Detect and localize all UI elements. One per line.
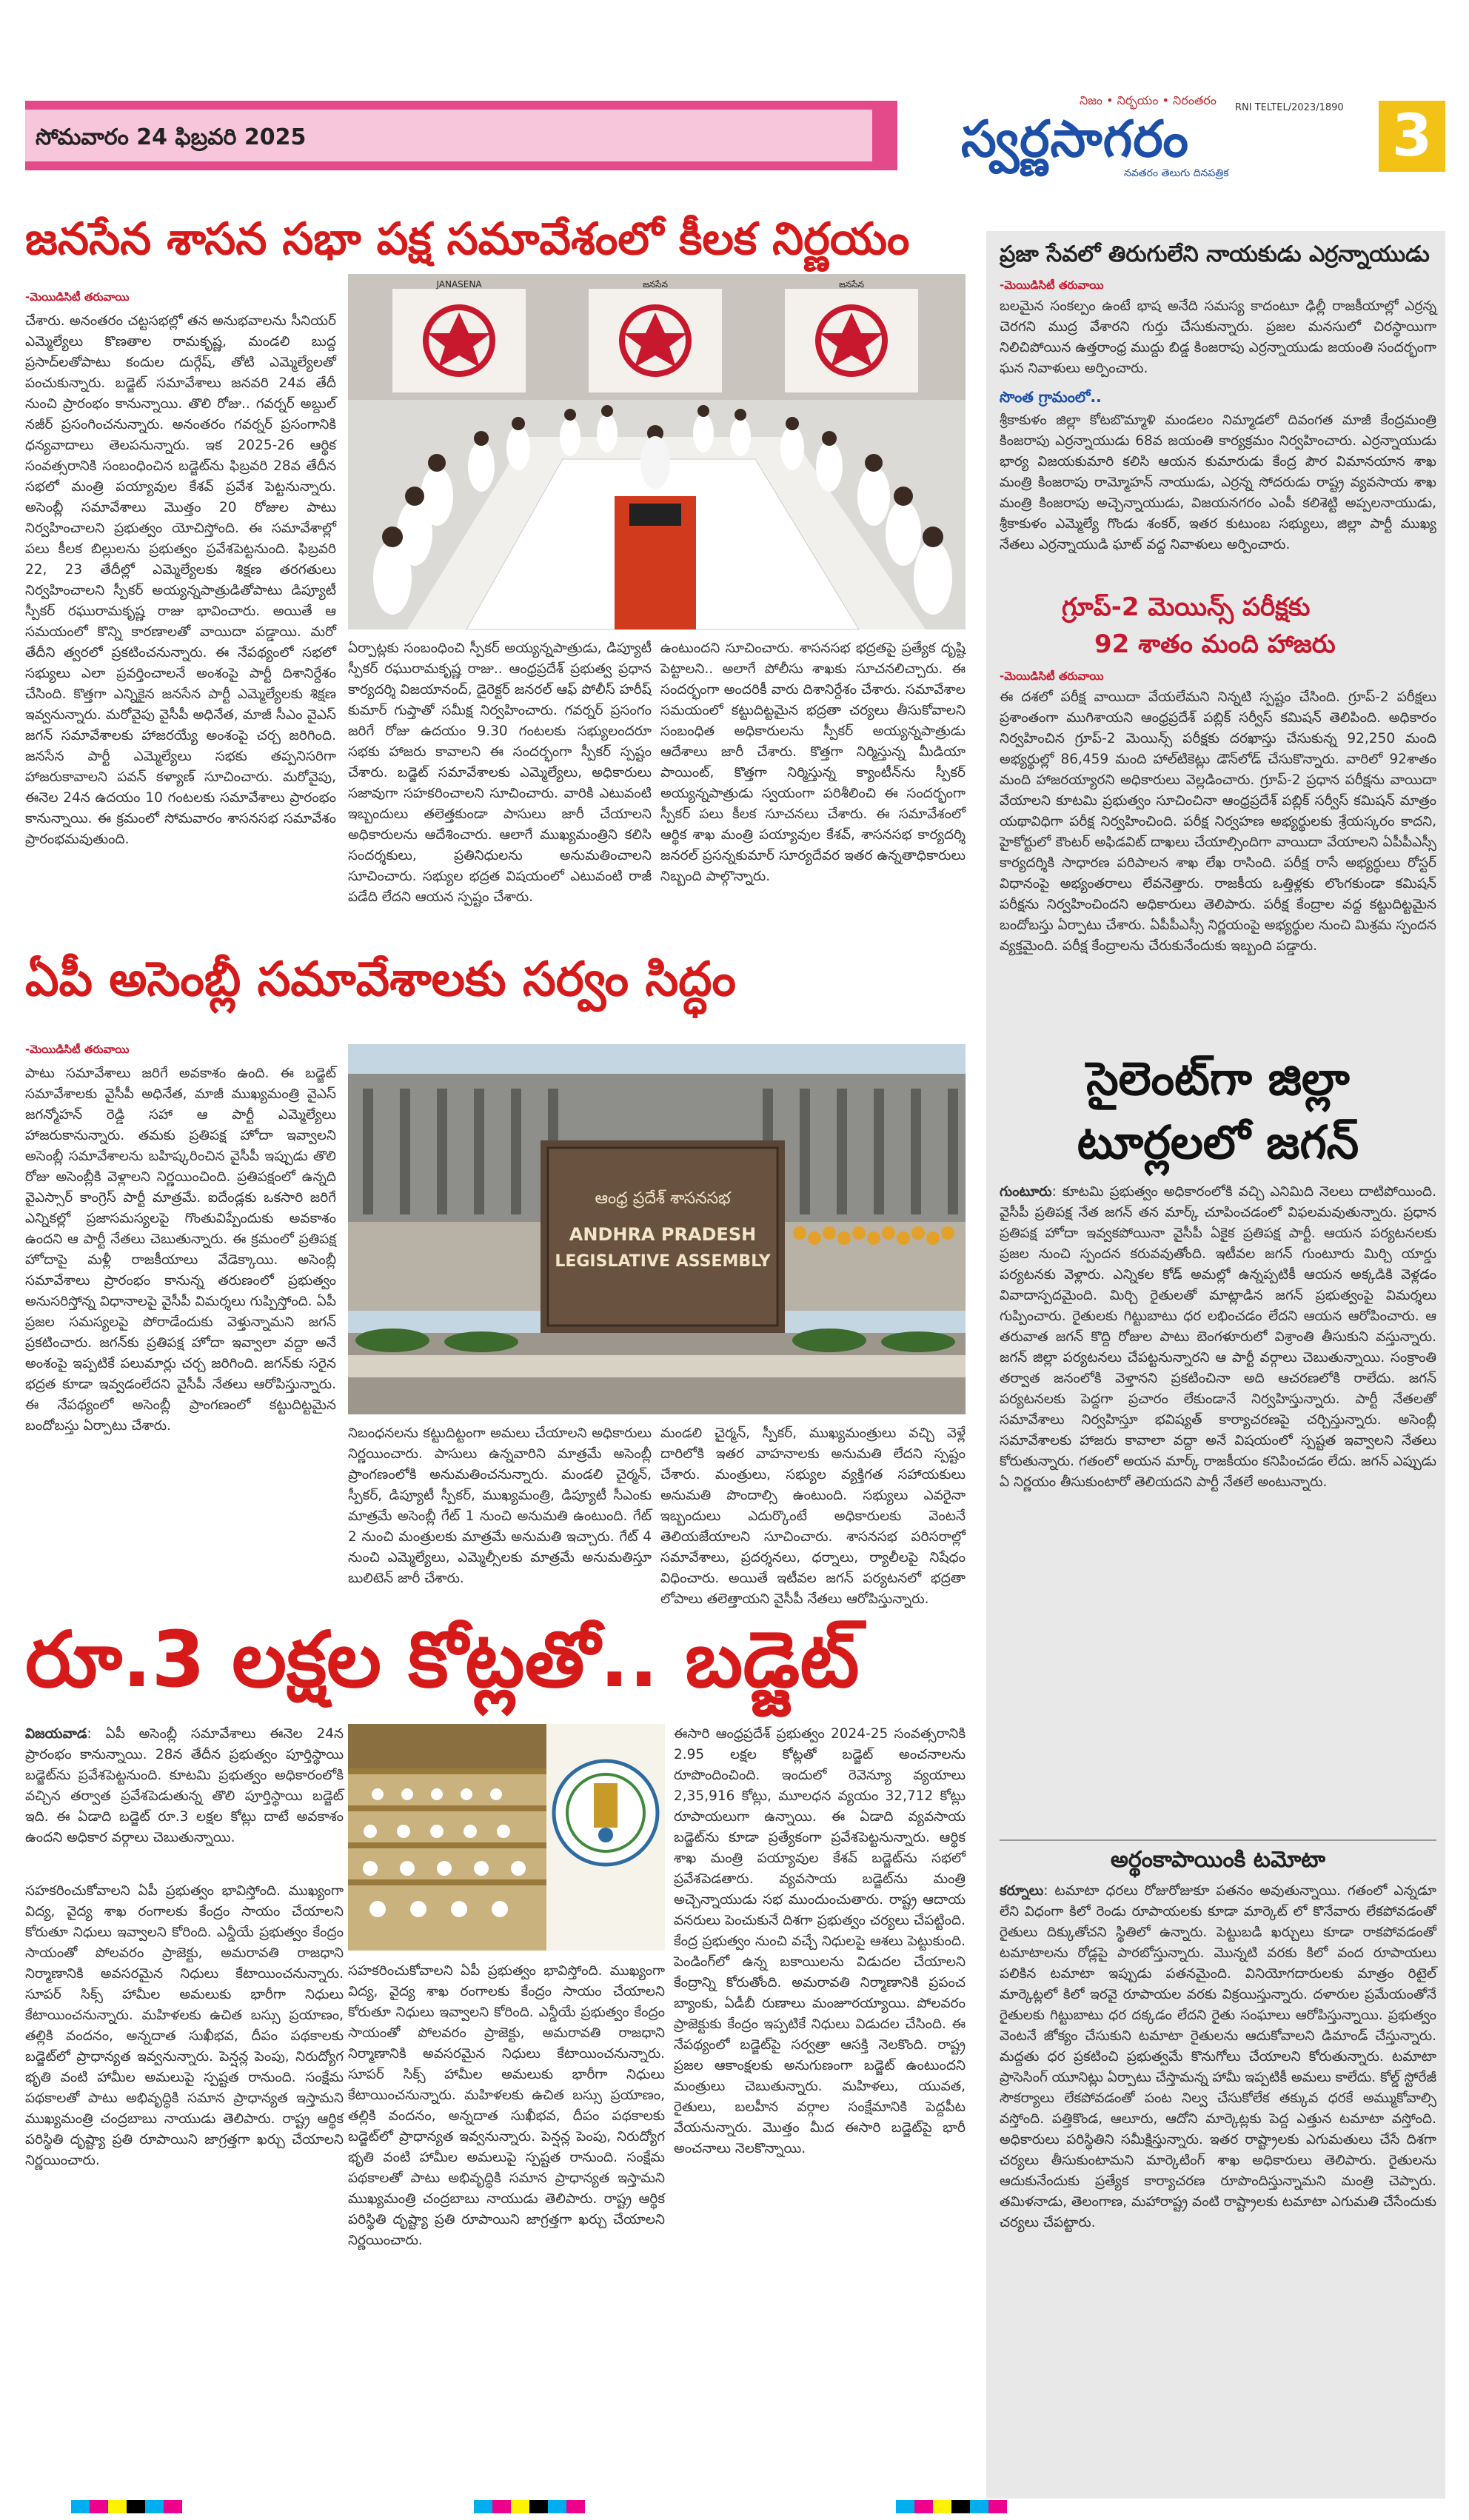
article1-column-2 (348, 638, 652, 905)
banner-label-2: జనసేన (642, 279, 669, 290)
article1-headline: జనసేన శాసన సభా పక్ష సమావేశంలో కీలక నిర్ణయం (25, 213, 910, 265)
banner-label-3: జనసేన (838, 279, 865, 290)
article3-column-1b (348, 1961, 665, 2499)
sidebar-story1-body2 (1000, 410, 1436, 585)
sidebar-story2-title: గ్రూప్-2 మెయిన్స్ పరీక్షకు (1062, 592, 1311, 622)
article1-col3-text: ఉంటుందని సూచించారు. శాసనసభ భద్రతపై ప్రత్యేక దృష్టి పెట్టాలని.. అలాగే పోలీసు శాఖకు సూచనలిచ్చారు. ఈ సందర్భంగా అందరికీ వారు దిశానిర్దేశం చేశారు. సమావేశాల సమయంలో కట్టుదిట్టమైన భద్రతా చర్యలు తీసుకోవాలని సంబంధిత అధికారులను స్పీకర్ అయ్యన్నపాత్రుడు ఆదేశాలు జారీ చేశారు. కొత్తగా నిర్మిస్తున్న మీడియా పాయింట్, కొత్తగా నిర్మిస్తున్న క్యాంటీన్‌ను స్పీకర్ అయ్యన్నపాత్రుడు స్వయంగా పరిశీలించి ఈ సందర్భంగా స్పీకర్ పలు కీలక సూచనలు చేశారు. ఈ సమావేశంలో ఆర్థిక శాఖ మంత్రి పయ్యావుల కేశవ్, శాసనసభ కార్యదర్శి జనరల్ ప్రసన్నకుమార్ సూర్యదేవర ఇతర ఉన్నతాధికారులు నిబ్బంది పాల్గొన్నారు. (660, 641, 966, 884)
color-registration-marks-center (474, 2500, 585, 2513)
article3-col2-text: ఈసారి ఆంధ్రప్రదేశ్ ప్రభుత్వం 2024-25 సంవత్సరానికి 2.95 లక్షల కోట్లతో బడ్జెట్ అంచనాలను రూపొందించింది. ఇందులో రెవెన్యూ వ్యయాలు 2,35,916 కోట్లు, మూలధన వ్యయం 32,712 కోట్లు రూపాయలుగా ఉన్నాయి. ఈ ఏడాది వ్యవసాయ బడ్జెట్‌ను కూడా ప్రత్యేకంగా ప్రవేశపెట్టనున్నారు. ఆర్థిక శాఖ మంత్రి పయ్యావుల కేశవ్ బడ్జెట్‌ను సభలో ప్రవేశపెడతారు. వ్యవసాయ బడ్జెట్‌ను మంత్రి అచ్చెన్నాయుడు సభ ముందుంచుతారు. రాష్ట్ర ఆదాయ వనరులు పెంచుకునే దిశగా ప్రభుత్వం చర్యలు చేపట్టింది. కేంద్ర ప్రభుత్వం నుంచి వచ్చే నిధులపై ఆశలు పెట్టుకుంది. పెండింగ్‌లో ఉన్న బకాయిలను విడుదల చేయాలని కేంద్రాన్ని కోరుతోంది. అమరావతి నిర్మాణానికి ప్రపంచ బ్యాంకు, ఏడీబీ రుణాలు మంజూరయ్యాయి. పోలవరం ప్రాజెక్టుకు కేంద్రం ఇప్పటికే నిధులు విడుదల చేసింది. ఈ నేపథ్యంలో బడ్జెట్‌పై సర్వత్రా ఆసక్తి నెలకొంది. రాష్ట్ర ప్రజల ఆకాంక్షలకు అనుగుణంగా బడ్జెట్ ఉంటుందని మంత్రులు చెబుతున్నారు. మహిళలు, యువత, రైతులు, బలహీన వర్గాల సంక్షేమానికి పెద్దపీట వేయనున్నారు. మొత్తం మీద ఈసారి బడ్జెట్‌పై భారీ అంచనాలు నెలకొన్నాయి. (674, 1726, 966, 2156)
article3-intro (25, 1724, 344, 1872)
assembly-sign-english-2: LEGISLATIVE ASSEMBLY (555, 1252, 771, 1271)
sidebar-divider (1000, 1839, 1436, 1841)
article1-column-3 (660, 638, 966, 898)
page-number: 3 (1379, 101, 1445, 172)
sidebar-story3-dateline: గుంటూరు (1000, 1184, 1052, 1200)
article2-column-2 (348, 1423, 652, 1586)
article1-column-1 (25, 311, 336, 896)
assembly-sign-english-1: ANDHRA PRADESH (569, 1224, 757, 1245)
cmyk-marks-right (896, 2500, 1007, 2513)
sidebar-story2-title2: 92 శాతం మంది హాజరు (1094, 629, 1336, 659)
article1-col1-text: చేశారు. అనంతరం చట్టసభల్లో తన అనుభవాలను సీనియర్ ఎమ్మెల్యేలు కొణతాల రామకృష్ణ, మండలి బుద్ద ప్రసాద్‌లతోపాటు కందుల దుర్గేష్, తోటి ఎమ్మెల్యేలతో పంచుకున్నారు. బడ్జెట్ సమావేశాలు జనవరి 24వ తేదీ నుంచి ప్రారంభం కానున్నాయి. తొలి రోజు.. గవర్నర్ అబ్దుల్ నజీర్ ప్రసంగించనున్నారు. అనంతరం గవర్నర్ ప్రసంగానికి ధన్యవాదాలు తెలపనున్నారు. ఇక 2025-26 ఆర్థిక సంవత్సరానికి సంబంధించిన బడ్జెట్‌ను ఫిబ్రవరి 28వ తేదీన సభలో మంత్రి పయ్యావుల కేశవ్ ప్రవేశ పెట్టనున్నారు. అసెంబ్లీ సమావేశాలు మొత్తం 20 రోజుల పాటు నిర్వహించాలని ప్రభుత్వం యోచిస్తోంది. ఈ సమావేశాల్లో పలు కీలక బిల్లులను ప్రభుత్వం ప్రవేశపెట్టనుంది. ఫిబ్రవరి 22, 23 తేదీల్లో ఎమ్మెల్యేలకు శిక్షణ తరగతులు నిర్వహించాలని స్పీకర్ అయ్యన్నపాత్రుడితోపాటు డిప్యూటీ స్పీకర్ రఘురామకృష్ణ రాజు భావించారు. అయితే ఆ సమయంలో కొన్ని కారణాలతో వాయిదా పడ్డాయి. మరో తేదీని త్వరలో ప్రకటించనున్నారు. ఈ నేపథ్యంలో సభలో సభ్యులు ఎలా ప్రవర్తించాలనే అంశంపై పార్టీ దిశానిర్దేశం చేసింది. కొత్తగా ఎన్నికైన జనసేన పార్టీ ఎమ్మెల్యేలకు శిక్షణ ఇవ్వనున్నారు. మరోవైపు వైసీపీ అధినేత, మాజీ సీఎం వైఎస్ జగన్ సమావేశాలకు హాజరయ్యే అంశంపై చర్చ జరిగింది. జనసేన పార్టీ ఎమ్మెల్యేలు సభకు తప్పనిసరిగా హాజరుకావాలని పవన్ కళ్యాణ్ సూచించారు. మరోవైపు, ఈనెల 24న ఉదయం 10 గంటలకు సమావేశాలు ప్రారంభం కానున్నాయి. ఈ క్రమంలో సోమవారం శాసనసభ సమావేశం ప్రారంభమవుతుంది. (25, 313, 336, 847)
logo-wordmark: స్వర్ణసాగరం (961, 110, 1190, 169)
logo-registration: RNI TELTEL/2023/1890 (1235, 102, 1344, 113)
article1-byline: -మెయిడిసిటీ తరువాయి (25, 290, 130, 304)
sidebar-story4-body (1000, 1881, 1436, 2493)
article3-dateline: విజయవాడ (25, 1726, 87, 1742)
article1-col2-text: ఏర్పాట్లకు సంబంధించి స్పీకర్ అయ్యన్నపాత్రుడు, డిప్యూటీ స్పీకర్ రఘురామకృష్ణ రాజు.. ఆంధ్రప్రదేశ్ ప్రభుత్వ ప్రధాన కార్యదర్శి విజయానంద్, డైరెక్టర్ జనరల్ ఆఫ్ పోలీస్ హరీష్ కుమార్ గుప్తాతో సమీక్ష నిర్వహించారు. గవర్నర్ ప్రసంగం జరిగే రోజు ఉదయం 9.30 గంటలకు సభ్యులందరూ సభకు హాజరు కావాలని ఈ సందర్భంగా స్పీకర్ స్పష్టం చేశారు. బడ్జెట్ సమావేశాలకు ఎమ్మెల్యేలు, అధికారులు సజావుగా సహకరించాలని సూచించారు. వారికి ఎటువంటి ఇబ్బందులు తలెత్తకుండా పాసులు జారీ చేయాలని అధికారులను ఆదేశించారు. ఆలాగే ముఖ్యమంత్రిని కలిసి సందర్శకులు, ప్రతినిధులను అనుమతించాలని సూచించారు. సభ్యుల భద్రత విషయంలో ఎటువంటి రాజీ పడేది లేదని ఆయన స్పష్టం చేశారు. (348, 641, 652, 905)
article1-photo-meeting (348, 274, 966, 629)
color-registration-marks-right (896, 2500, 1007, 2513)
chamber-photo-illustration (348, 1724, 665, 1951)
article3-column-1 (25, 1881, 344, 2499)
article2-byline: -మెయిడిసిటీ తరువాయి (25, 1043, 130, 1056)
article2-col3-text: మండలి చైర్మన్, స్పీకర్, ముఖ్యమంత్రులు వచ్చి వెళ్లే దారిలోకి ఇతర వాహనాలకు అనుమతి లేదని స్పష్టం చేశారు. మంత్రులు, సభ్యుల వ్యక్తిగత సహాయకులు అనుమతి పొందాల్సి ఉంటుంది. సభ్యులు ఎవరైనా ఇబ్బందులు ఎదుర్కొంటే అధికారులకు వెంటనే తెలియజేయాలని సూచించారు. శాసనసభ పరిసరాల్లో సమావేశాలు, ప్రదర్శనలు, ధర్నాలు, ర్యాలీలపై నిషేధం విధించారు. అయితే ఇటీవల జగన్ పర్యటనలో భద్రతా లోపాలు తలెత్తాయని వైసీపీ నేతలు ఆరోపిస్తున్నారు. (660, 1426, 966, 1607)
sidebar-story1-text2: శ్రీకాకుళం జిల్లా కోటబొమ్మాళి మండలం నిమ్మాడలో దివంగత మాజీ కేంద్రమంత్రి కింజరాపు ఎర్రన్నాయుడు 68వ జయంతి కార్యక్రమం నిర్వహించారు. ఎర్రన్నాయుడు భార్య విజయకుమారి కలిసి ఆయన కుమారుడు కేంద్ర పౌర విమానయాన శాఖ మంత్రి కింజరాపు రామ్మోహన్ నాయుడు, ఎర్రన్న సోదరుడు రాష్ట్ర వ్యవసాయ శాఖ మంత్రి కింజరాపు అచ్చెన్నాయుడు, విజయనగరం ఎంపీ కలిశెట్టి అప్పలనాయుడు, శ్రీకాకుళం ఎమ్మెల్యే గొండు శంకర్, ఇతర కుటుంబ సభ్యులు, జిల్లా పార్టీ ముఖ్య నేతలు ఎర్రన్నాయుడి ఘాట్ వద్ద నివాళులు అర్పించారు. (1000, 412, 1436, 552)
issue-date: సోమవారం 24 ఫిబ్రవరి 2025 (36, 124, 307, 150)
cmyk-marks-left (71, 2500, 182, 2513)
logo-tagline-bottom: నవతరం తెలుగు దినపత్రిక (1124, 167, 1229, 179)
sidebar-story1-body (1000, 296, 1436, 382)
article3-headline: రూ.3 లక్షల కోట్లతో.. బడ్జెట్ (25, 1614, 860, 1705)
article2-col1-text: పాటు సమావేశాలు జరిగే అవకాశం ఉంది. ఈ బడ్జెట్ సమావేశాలకు వైసీపీ అధినేత, మాజీ ముఖ్యమంత్రి వైఎస్ జగన్మోహన్ రెడ్డి సహా ఆ పార్టీ ఎమ్మెల్యేలు హాజరుకానున్నారు. తమకు ప్రతిపక్ష హోదా ఇవ్వాలని అసెంబ్లీ సమావేశాలను బహిష్కరించిన వైసీపీ ఇప్పుడు తొలి రోజు అసెంబ్లీకి వెళ్లాలని నిర్ణయించింది. ప్రతిపక్షంలో ఉన్నది వైఎస్సార్ కాంగ్రెస్ పార్టీ మాత్రమే. ఐదేండ్లకు ఒకసారి జరిగే ఎన్నికల్లో ప్రజాసమస్యలపై గొంతువిప్పేందుకు అవకాశం ఉందని ఆ పార్టీ నేతలు చెబుతున్నారు. ఈ క్రమంలో ప్రతిపక్ష హోదాపై మళ్లీ రాజకీయాలు వేడెక్కాయి. అసెంబ్లీ సమావేశాలు ప్రారంభం కానున్న తరుణంలో ప్రభుత్వం అనుసరిస్తోన్న విధానాలపై వైసీపీ విమర్శలు గుప్పిస్తోంది. ఏపీ ప్రజల సమస్యలపై పోరాడేందుకు వెళ్తున్నామని జగన్ ప్రకటించారు. జగన్‌కు ప్రతిపక్ష హోదా ఇవ్వాలా వద్దా అనే అంశంపై ఇప్పటికే పలుమార్లు చర్చ జరిగింది. జగన్‌కు సరైన భద్రత కూడా ఇవ్వడంలేదని వైసీపీ నేతలు ఆరోపిస్తున్నారు. ఈ నేపథ్యంలో అసెంబ్లీ ప్రాంగణంలో కట్టుదిట్టమైన బందోబస్తు ఏర్పాటు చేశారు. (25, 1066, 336, 1434)
article3-intro-text: : ఏపీ అసెంబ్లీ సమావేశాలు ఈనెల 24న ప్రారంభం కానున్నాయి. 28న తేదీన ప్రభుత్వం పూర్తిస్థాయి బడ్జెట్‌ను ప్రవేశపెట్టనుంది. కూటమి ప్రభుత్వం అధికారంలోకి వచ్చిన తర్వాత ప్రవేశపెడుతున్న తొలి పూర్తిస్థాయి బడ్జెట్ ఇది. ఈ ఏడాది బడ్జెట్ రూ.3 లక్షల కోట్లు దాటే అవకాశం ఉందని అధికార వర్గాలు చెబుతున్నాయి. (25, 1726, 344, 1845)
sidebar-story1-text: బలమైన సంకల్పం ఉంటే భాష అనేది సమస్య కాదంటూ ఢిల్లీ రాజకీయాల్లో ఎర్రన్న చెరగని ముద్ర వేశారని గుర్తు చేసుకున్నారు. ప్రజల మనసులో చిరస్థాయిగా నిలిచిపోయిన ఉత్తరాంధ్ర ముద్దు బిడ్డ కింజరాపు ఎర్రన్నాయుడు జయంతి సందర్భంగా ఘన నివాళులు అర్పించారు. (1000, 298, 1436, 376)
cmyk-marks-center (474, 2500, 585, 2513)
article2-photo-assembly (348, 1044, 966, 1414)
assembly-sign-telugu: ఆంధ్ర ప్రదేశ్ శాసనసభ (595, 1189, 731, 1208)
sidebar-story4-dateline: కర్నూలు (1000, 1883, 1044, 1899)
sidebar-story4-title: అర్థంకాపాయింకి టమోటా (1110, 1847, 1326, 1873)
logo-tagline-top: నిజం • నిర్భయం • నిరంతరం (1080, 93, 1217, 107)
article3-col1-text: సహకరించుకోవాలని ఏపీ ప్రభుత్వం భావిస్తోంది. ముఖ్యంగా విద్య, వైద్య శాఖ రంగాలకు కేంద్రం సాయం చేయాలని కోరుతూ నిధులు ఇవ్వాలని కోరింది. ఎన్డీయే ప్రభుత్వం కేంద్రం సాయంతో పోలవరం ప్రాజెక్టు, అమరావతి రాజధాని నిర్మాణానికి అవసరమైన నిధులు కేటాయించనున్నారు. సూపర్ సిక్స్ హామీల అమలుకు భారీగా నిధులు కేటాయించనున్నారు. మహిళలకు ఉచిత బస్సు ప్రయాణం, తల్లికి వందనం, అన్నదాత సుఖీభవ, దీపం పథకాలకు బడ్జెట్‌లో ప్రాధాన్యత ఇవ్వనున్నారు. పెన్షన్ల పెంపు, నిరుద్యోగ భృతి వంటి హామీల అమలుపై స్పష్టత రానుంది. సంక్షేమ పథకాలతో పాటు అభివృద్ధికి సమాన ప్రాధాన్యత ఇస్తామని ముఖ్యమంత్రి చంద్రబాబు నాయుడు తెలిపారు. రాష్ట్ర ఆర్థిక పరిస్థితి దృష్ట్యా ప్రతి రూపాయిని జాగ్రత్తగా ఖర్చు చేయాలని నిర్ణయించారు. (25, 1883, 344, 2168)
article3-column-2 (674, 1724, 966, 2499)
sidebar-story4-text: : టమాటా ధరలు రోజురోజుకూ పతనం అవుతున్నాయి. గతంలో ఎన్నడూ లేని విధంగా కిలో రెండు రూపాయలకు కూడా మార్కెట్ లో కొనేవారు లేకపోవడంతో రైతులు దిక్కుతోచని స్థితిలో ఉన్నారు. పెట్టుబడి ఖర్చులు కూడా రాకపోవడంతో టమాటాలను రోడ్లపై పారబోస్తున్నారు. మొన్నటి వరకు కిలో వంద రూపాయలు పలికిన టమాటా ఇప్పుడు పతనమైంది. వినియోగదారులకు మాత్రం రిటైల్ మార్కెట్లలో కిలో ఇరవై రూపాయల వరకు విక్రయిస్తున్నారు. దళారుల ప్రమేయంతోనే రైతులకు గిట్టుబాటు ధర దక్కడం లేదని రైతు సంఘాలు ఆరోపిస్తున్నాయి. ప్రభుత్వం వెంటనే జోక్యం చేసుకుని టమాటా రైతులను ఆదుకోవాలని డిమాండ్ చేస్తున్నారు. మద్దతు ధర ప్రకటించి ప్రభుత్వమే కొనుగోలు చేయాలని కోరుతున్నారు. టమాటా ప్రాసెసింగ్ యూనిట్లు ఏర్పాటు చేస్తామన్న హామీ ఇప్పటికీ అమలు కాలేదు. కోల్డ్ స్టోరేజీ సౌకర్యాలు లేకపోవడంతో పంట నిల్వ చేసుకోలేక తక్కువ ధరకే అమ్ముకోవాల్సి వస్తోంది. పత్తికొండ, ఆలూరు, ఆదోని మార్కెట్లకు పెద్ద ఎత్తున టమాటా వస్తోంది. అధికారులు పరిస్థితిని సమీక్షిస్తున్నారు. ఇతర రాష్ట్రాలకు ఎగుమతులు చేసే దిశగా చర్యలు తీసుకుంటామని మార్కెటింగ్ శాఖ అధికారులు తెలిపారు. రైతులను ఆదుకునేందుకు ప్రత్యేక కార్యాచరణ రూపొందిస్తున్నామని మంత్రి చెప్పారు. తమిళనాడు, తెలంగాణ, మహారాష్ట్ర వంటి రాష్ట్రాలకు టమాటా ఎగుమతి చేసేందుకు చర్యలు చేపట్టారు. (1000, 1883, 1436, 2230)
sidebar-story3-body (1000, 1182, 1436, 1848)
sidebar-story1-section: సొంత గ్రామంలో.. (1000, 388, 1102, 406)
sidebar-story1-byline: -మెయిడిసిటీ తరువాయి (1000, 278, 1104, 292)
article3-photo-chamber (348, 1724, 665, 1951)
sidebar-story2-body (1000, 687, 1436, 1040)
assembly-photo-illustration (348, 1044, 966, 1414)
article2-headline: ఏపీ అసెంబ్లీ సమావేశాలకు సర్వం సిద్ధం (25, 952, 736, 1007)
sidebar-story3-title-line2: టూర్లలలో జగన్ (1077, 1115, 1359, 1169)
sidebar-story2-byline: -మెయిడిసిటీ తరువాయి (1000, 669, 1104, 683)
article3-col1b-text: సహకరించుకోవాలని ఏపీ ప్రభుత్వం భావిస్తోంది. ముఖ్యంగా విద్య, వైద్య శాఖ రంగాలకు కేంద్రం సాయం చేయాలని కోరుతూ నిధులు ఇవ్వాలని కోరింది. ఎన్డీయే ప్రభుత్వం కేంద్రం సాయంతో పోలవరం ప్రాజెక్టు, అమరావతి రాజధాని నిర్మాణానికి అవసరమైన నిధులు కేటాయించనున్నారు. సూపర్ సిక్స్ హామీల అమలుకు భారీగా నిధులు కేటాయించనున్నారు. మహిళలకు ఉచిత బస్సు ప్రయాణం, తల్లికి వందనం, అన్నదాత సుఖీభవ, దీపం పథకాలకు బడ్జెట్‌లో ప్రాధాన్యత ఇవ్వనున్నారు. పెన్షన్ల పెంపు, నిరుద్యోగ భృతి వంటి హామీల అమలుపై స్పష్టత రానుంది. సంక్షేమ పథకాలతో పాటు అభివృద్ధికి సమాన ప్రాధాన్యత ఇస్తామని ముఖ్యమంత్రి చంద్రబాబు నాయుడు తెలిపారు. రాష్ట్ర ఆర్థిక పరిస్థితి దృష్ట్యా ప్రతి రూపాయిని జాగ్రత్తగా ఖర్చు చేయాలని నిర్ణయించారు. (348, 1963, 665, 2248)
article2-col2-text: నిబంధనలను కట్టుదిట్టంగా అమలు చేయాలని అధికారులు నిర్ణయించారు. పాసులు ఉన్నవారిని మాత్రమే అసెంబ్లీ ప్రాంగణంలోకి అనుమతించనున్నారు. మండలి చైర్మన్, స్పీకర్, డిప్యూటీ స్పీకర్, ముఖ్యమంత్రి, డిప్యూటీ సీఎంకు మాత్రమే అసెంబ్లీ గేట్ 1 నుంచి అనుమతి ఉంటుంది. గేట్ 2 నుంచి మంత్రులకు మాత్రమే అనుమతి ఇచ్చారు. గేట్ 4 నుంచి ఎమ్మెల్యేలు, ఎమ్మెల్సీలకు మాత్రమే అనుమతిస్తూ బులిటెన్ జారీ చేశారు. (348, 1426, 652, 1586)
meeting-photo-illustration (348, 274, 966, 629)
sidebar-story3-title-line1: సైలెంట్‌గా జిల్లా (1086, 1052, 1350, 1106)
sidebar-story3-text: : కూటమి ప్రభుత్వం అధికారంలోకి వచ్చి ఎనిమిది నెలలు దాటిపోయింది. వైసీపీ ప్రతిపక్ష నేత జగన్ తన మార్క్ చూపించడంలో విఫలమవుతున్నారు. ప్రధాన ప్రతిపక్ష హోదా ఇవ్వకపోయినా వైసీపీ ఏకైక ప్రతిపక్ష పార్టీ. ఆయన పర్యటనలకు ప్రజల నుంచి స్పందన కరువవుతోంది. ఇటీవల జగన్ గుంటూరు మిర్చి యార్డు పర్యటనకు వెళ్లారు. ఎన్నికల కోడ్ అమల్లో ఉన్నప్పటికీ ఆయన అక్కడికి వెళ్లడం వివాదాస్పదమైంది. మిర్చి రైతులతో మాట్లాడిన జగన్ ప్రభుత్వంపై విమర్శలు గుప్పించారు. రైతులకు గిట్టుబాటు ధర లభించడం లేదని ఆయన ఆరోపించారు. ఆ తరువాత జగన్ కొద్ది రోజుల పాటు బెంగళూరులో విశ్రాంతి తీసుకుని వస్తున్నారు. జగన్ జిల్లా పర్యటనలు చేపట్టనున్నారని ఆ పార్టీ వర్గాలు చెబుతున్నాయి. సంక్రాంతి తర్వాత జనంలోకి వెళ్తానని ప్రకటించినా అది ఆచరణలోకి రాలేదు. జగన్ పర్యటనలకు పెద్దగా ప్రచారం లేకుండానే నిర్వహిస్తున్నారు. పార్టీ నేతలతో సమావేశాలు నిర్వహిస్తూ భవిష్యత్ కార్యాచరణపై చర్చిస్తున్నారు. అసెంబ్లీ సమావేశాలకు హాజరు కావాలా వద్దా అనే విషయంలో స్పష్టత ఇవ్వాలని నేతలు కోరుతున్నారు. గతంలో అయన మార్క్ రాజకీయం కనిపించడం లేదు. జగన్ ఎప్పుడు ఏ నిర్ణయం తీసుకుంటారో తెలియదని పార్టీ నేతలే అంటున్నారు. (1000, 1184, 1436, 1490)
sidebar-story1-title: ప్రజా సేవలో తిరుగులేని నాయకుడు ఎర్రన్నాయుడు (1000, 241, 1430, 267)
article2-column-3 (660, 1423, 966, 1607)
article2-column-1 (25, 1063, 336, 1567)
newspaper-logo (961, 93, 1361, 178)
sidebar-story2-text: ఈ దశలో పరీక్ష వాయిదా వేయలేమని నిన్నటి స్పష్టం చేసింది. గ్రూప్-2 పరీక్షలు ప్రశాంతంగా ముగిశాయని ఆంధ్రప్రదేశ్ పబ్లిక్ సర్వీస్ కమిషన్ తెలిపింది. అధికారం నిర్వహించిన గ్రూప్-2 మెయిన్స్ పరీక్షకు దరఖాస్తు చేసుకున్న 92,250 మంది అభ్యర్థుల్లో 86,459 మంది హాల్‌టికెట్లు డౌన్‌లోడ్ చేసుకొన్నారు. వారిలో 92శాతం మంది హాజరయ్యారని అధికారులు వెల్లడించారు. గ్రూప్-2 ప్రధాన పరీక్షను వాయిదా వేయాలని కూటమి ప్రభుత్వం సూచించినా ఆంధ్రప్రదేశ్ పబ్లిక్ సర్వీస్ కమిషన్ మాత్రం యథావిధిగా పరీక్ష నిర్వహించింది. పరీక్ష నిర్వహణ అభ్యర్థులకు శ్రేయస్కరం కాదని, హైకోర్టులో కౌంటర్ అఫిడవిట్ దాఖలు చేయాల్సిందిగా వాయిదా వేయాలని ఏపీపీఎస్సీ కార్యదర్శికి సాధారణ పరిపాలన శాఖ లేఖ రాసింది. పరీక్ష రాసే అభ్యర్థులు రోస్టర్ విధానంపై అభ్యంతరాలు లేవనెత్తారు. రాజకీయ ఒత్తిళ్లకు లొంగకుండా కమిషన్ పరీక్షను నిర్వహించిందని అధికారులు తెలిపారు. పరీక్ష కేంద్రాల వద్ద కట్టుదిట్టమైన బందోబస్తు ఏర్పాటు చేశారు. ఏపీపీఎస్సీ నిర్ణయంపై అభ్యర్థుల నుంచి మిశ్రమ స్పందన వ్యక్తమైంది. పరీక్ష కేంద్రాలను చేరుకునేందుకు ఇబ్బంది పడ్డారు. (1000, 689, 1436, 954)
banner-label-1: JANASENA (436, 279, 482, 290)
color-registration-marks-left (71, 2500, 182, 2513)
